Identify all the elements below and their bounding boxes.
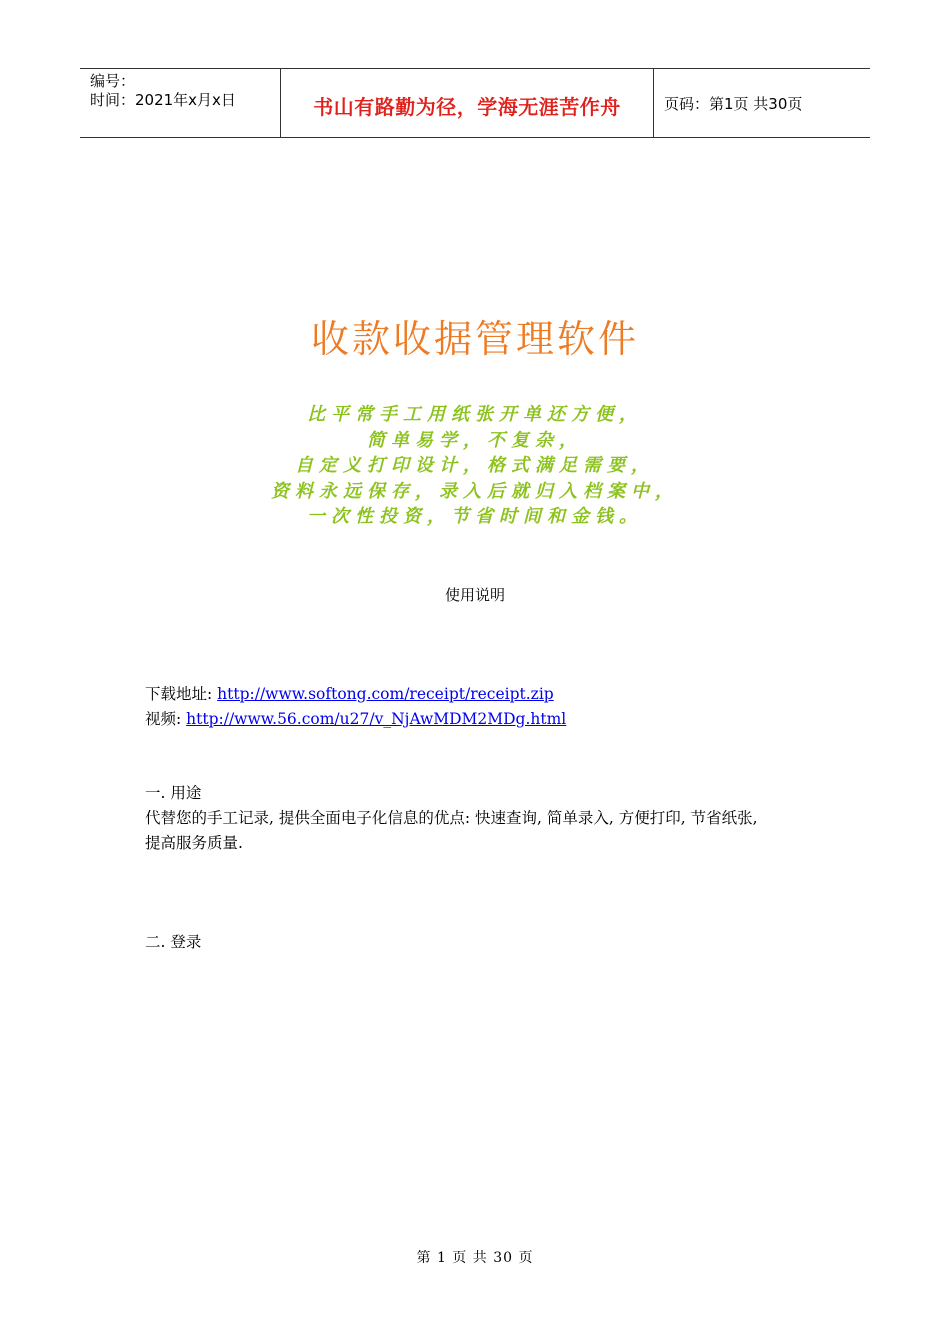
slogan-line: 自定义打印设计，格式满足需要， (295, 455, 655, 476)
download-line (145, 682, 554, 707)
header-motto-cell (281, 69, 654, 137)
download-link[interactable]: http://www.softong.com/receipt/receipt.zip (217, 685, 554, 703)
purpose-text-line: 提高服务质量. (145, 834, 243, 852)
page-header (80, 68, 870, 138)
usage-title: 使用说明 (444, 586, 505, 604)
video-link[interactable]: http://www.56.com/u27/v_NjAwMDM2MDg.html (186, 710, 567, 728)
section-heading-login: 二. 登录 (145, 933, 202, 951)
header-page-cell (654, 69, 870, 137)
document-title: 收款收据管理软件 (310, 317, 639, 361)
slogan-line: 比平常手工用纸张开单还方便， (307, 404, 643, 425)
document-date: 时间：2021年x月x日 (90, 91, 236, 109)
slogan-line: 资料永远保存，录入后就归入档案中， (271, 480, 679, 502)
header-page-info: 页码：第1页 共30页 (664, 94, 803, 113)
purpose-text-line: 代替您的手工记录, 提供全面电子化信息的优点: 快速查询, 简单录入, 方便打印, 节省纸张, (145, 809, 758, 827)
download-label: 下载地址: (145, 685, 218, 703)
document-number-label: 编号： (90, 72, 136, 90)
video-line (145, 707, 566, 732)
section-heading-purpose: 一. 用途 (145, 784, 202, 802)
header-motto: 书山有路勤为径，学海无涯苦作舟 (313, 94, 621, 119)
page-footer: 第 1 页 共 30 页 (416, 1250, 534, 1266)
slogan-block (0, 402, 950, 530)
slogan-line: 简单易学，不复杂， (367, 429, 583, 451)
video-label: 视频: (145, 710, 187, 728)
header-meta-cell (80, 69, 281, 137)
slogan-line: 一次性投资，节省时间和金钱。 (307, 506, 643, 527)
